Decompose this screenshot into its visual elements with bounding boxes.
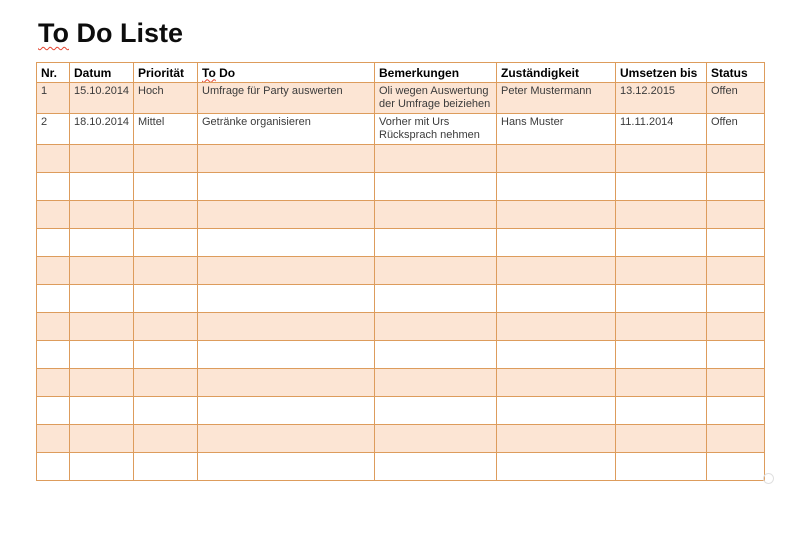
cell-umsetzen_bis[interactable]: [616, 257, 707, 285]
cell-todo[interactable]: Umfrage für Party auswerten: [198, 83, 375, 114]
cell-zustaendigkeit[interactable]: [497, 453, 616, 481]
cell-todo[interactable]: [198, 397, 375, 425]
cell-datum[interactable]: [70, 369, 134, 397]
title-spellchecked-word: To: [38, 18, 69, 48]
cell-datum[interactable]: [70, 453, 134, 481]
table-row: [37, 145, 765, 173]
cell-zustaendigkeit[interactable]: Peter Mustermann: [497, 83, 616, 114]
cell-bemerkungen[interactable]: Oli wegen Auswertung der Umfrage beiziehen: [375, 83, 497, 114]
cell-prioritaet[interactable]: Mittel: [134, 114, 198, 145]
cell-datum[interactable]: [70, 397, 134, 425]
cell-nr[interactable]: [37, 369, 70, 397]
cell-zustaendigkeit[interactable]: [497, 201, 616, 229]
cell-nr[interactable]: [37, 397, 70, 425]
cell-umsetzen_bis[interactable]: [616, 173, 707, 201]
cell-umsetzen_bis[interactable]: [616, 313, 707, 341]
column-header-umsetzen_bis: Umsetzen bis: [616, 63, 707, 83]
cell-nr[interactable]: [37, 173, 70, 201]
spellchecked-word: To: [202, 65, 216, 80]
cell-prioritaet[interactable]: [134, 201, 198, 229]
cell-datum[interactable]: [70, 285, 134, 313]
cell-todo[interactable]: [198, 173, 375, 201]
cell-prioritaet[interactable]: [134, 229, 198, 257]
cell-nr[interactable]: 1: [37, 83, 70, 114]
column-header-zustaendigkeit: Zuständigkeit: [497, 63, 616, 83]
cell-todo[interactable]: [198, 201, 375, 229]
cell-datum[interactable]: [70, 313, 134, 341]
cell-umsetzen_bis[interactable]: [616, 285, 707, 313]
cell-datum[interactable]: [70, 173, 134, 201]
page-title: [38, 16, 183, 50]
cell-zustaendigkeit[interactable]: [497, 425, 616, 453]
cell-nr[interactable]: [37, 257, 70, 285]
cell-status[interactable]: [707, 313, 765, 341]
cell-datum[interactable]: [70, 341, 134, 369]
cell-umsetzen_bis[interactable]: [616, 397, 707, 425]
cell-todo[interactable]: [198, 229, 375, 257]
cell-nr[interactable]: [37, 453, 70, 481]
table-row: [37, 425, 765, 453]
cell-zustaendigkeit[interactable]: [497, 145, 616, 173]
cell-prioritaet[interactable]: [134, 285, 198, 313]
cell-status[interactable]: Offen: [707, 83, 765, 114]
cell-nr[interactable]: [37, 425, 70, 453]
cell-zustaendigkeit[interactable]: [497, 257, 616, 285]
cell-todo[interactable]: [198, 145, 375, 173]
header-row: [37, 63, 765, 83]
column-header-prioritaet: Priorität: [134, 63, 198, 83]
table-row: [37, 341, 765, 369]
cell-todo[interactable]: [198, 369, 375, 397]
table-row: [37, 257, 765, 285]
cell-nr[interactable]: [37, 229, 70, 257]
cell-datum[interactable]: 18.10.2014: [70, 114, 134, 145]
cell-prioritaet[interactable]: [134, 425, 198, 453]
cell-nr[interactable]: [37, 201, 70, 229]
cell-datum[interactable]: [70, 229, 134, 257]
cell-umsetzen_bis[interactable]: [616, 425, 707, 453]
cell-bemerkungen[interactable]: [375, 145, 497, 173]
cell-bemerkungen[interactable]: [375, 397, 497, 425]
cell-umsetzen_bis[interactable]: [616, 229, 707, 257]
cell-umsetzen_bis[interactable]: [616, 453, 707, 481]
cell-todo[interactable]: [198, 257, 375, 285]
table-row: [37, 83, 765, 114]
todo-table-body: [37, 83, 765, 481]
cell-zustaendigkeit[interactable]: Hans Muster: [497, 114, 616, 145]
cell-umsetzen_bis[interactable]: 11.11.2014: [616, 114, 707, 145]
table-row: [37, 229, 765, 257]
cell-status[interactable]: Offen: [707, 114, 765, 145]
cell-status[interactable]: [707, 173, 765, 201]
cell-status[interactable]: [707, 397, 765, 425]
table-row: [37, 397, 765, 425]
cell-bemerkungen[interactable]: [375, 313, 497, 341]
todo-table: [36, 62, 765, 481]
cell-zustaendigkeit[interactable]: [497, 229, 616, 257]
cell-bemerkungen[interactable]: [375, 425, 497, 453]
column-header-status: Status: [707, 63, 765, 83]
cell-prioritaet[interactable]: [134, 369, 198, 397]
cell-prioritaet[interactable]: [134, 173, 198, 201]
cell-datum[interactable]: [70, 145, 134, 173]
cell-prioritaet[interactable]: [134, 397, 198, 425]
cell-todo[interactable]: Getränke organisieren: [198, 114, 375, 145]
cell-status[interactable]: [707, 201, 765, 229]
table-row: [37, 313, 765, 341]
table-row: [37, 114, 765, 145]
table-row: [37, 285, 765, 313]
cell-prioritaet[interactable]: [134, 313, 198, 341]
table-row: [37, 173, 765, 201]
cell-status[interactable]: [707, 229, 765, 257]
cell-bemerkungen[interactable]: [375, 453, 497, 481]
cell-todo[interactable]: [198, 285, 375, 313]
cell-prioritaet[interactable]: [134, 145, 198, 173]
cell-prioritaet[interactable]: [134, 453, 198, 481]
cell-zustaendigkeit[interactable]: [497, 369, 616, 397]
cell-prioritaet[interactable]: [134, 257, 198, 285]
cell-datum[interactable]: [70, 425, 134, 453]
column-header-datum: Datum: [70, 63, 134, 83]
cell-prioritaet[interactable]: [134, 341, 198, 369]
cell-umsetzen_bis[interactable]: [616, 145, 707, 173]
cell-bemerkungen[interactable]: [375, 201, 497, 229]
table-resize-handle[interactable]: [763, 473, 774, 484]
cell-umsetzen_bis[interactable]: [616, 341, 707, 369]
column-header-nr: Nr.: [37, 63, 70, 83]
cell-nr[interactable]: [37, 341, 70, 369]
cell-status[interactable]: [707, 145, 765, 173]
cell-status[interactable]: [707, 453, 765, 481]
cell-prioritaet[interactable]: Hoch: [134, 83, 198, 114]
cell-status[interactable]: [707, 369, 765, 397]
cell-nr[interactable]: [37, 313, 70, 341]
cell-zustaendigkeit[interactable]: [497, 341, 616, 369]
cell-datum[interactable]: [70, 201, 134, 229]
table-row: [37, 453, 765, 481]
cell-todo[interactable]: [198, 313, 375, 341]
cell-bemerkungen[interactable]: [375, 173, 497, 201]
cell-zustaendigkeit[interactable]: [497, 313, 616, 341]
cell-zustaendigkeit[interactable]: [497, 397, 616, 425]
cell-status[interactable]: [707, 257, 765, 285]
cell-status[interactable]: [707, 285, 765, 313]
cell-todo[interactable]: [198, 341, 375, 369]
cell-nr[interactable]: [37, 145, 70, 173]
cell-zustaendigkeit[interactable]: [497, 285, 616, 313]
cell-bemerkungen[interactable]: [375, 229, 497, 257]
cell-zustaendigkeit[interactable]: [497, 173, 616, 201]
cell-status[interactable]: [707, 425, 765, 453]
cell-datum[interactable]: [70, 257, 134, 285]
table-row: [37, 369, 765, 397]
cell-nr[interactable]: 2: [37, 114, 70, 145]
table-row: [37, 201, 765, 229]
cell-bemerkungen[interactable]: Vorher mit Urs Rücksprach nehmen: [375, 114, 497, 145]
cell-umsetzen_bis[interactable]: [616, 369, 707, 397]
column-header-bemerkungen: Bemerkungen: [375, 63, 497, 83]
title-rest: Do Liste: [68, 18, 183, 48]
cell-bemerkungen[interactable]: [375, 285, 497, 313]
cell-umsetzen_bis[interactable]: [616, 201, 707, 229]
cell-todo[interactable]: [198, 453, 375, 481]
column-header-todo: To Do: [198, 63, 375, 83]
cell-bemerkungen[interactable]: [375, 341, 497, 369]
cell-bemerkungen[interactable]: [375, 369, 497, 397]
cell-datum[interactable]: 15.10.2014: [70, 83, 134, 114]
cell-todo[interactable]: [198, 425, 375, 453]
cell-nr[interactable]: [37, 285, 70, 313]
cell-bemerkungen[interactable]: [375, 257, 497, 285]
cell-status[interactable]: [707, 341, 765, 369]
cell-umsetzen_bis[interactable]: 13.12.2015: [616, 83, 707, 114]
